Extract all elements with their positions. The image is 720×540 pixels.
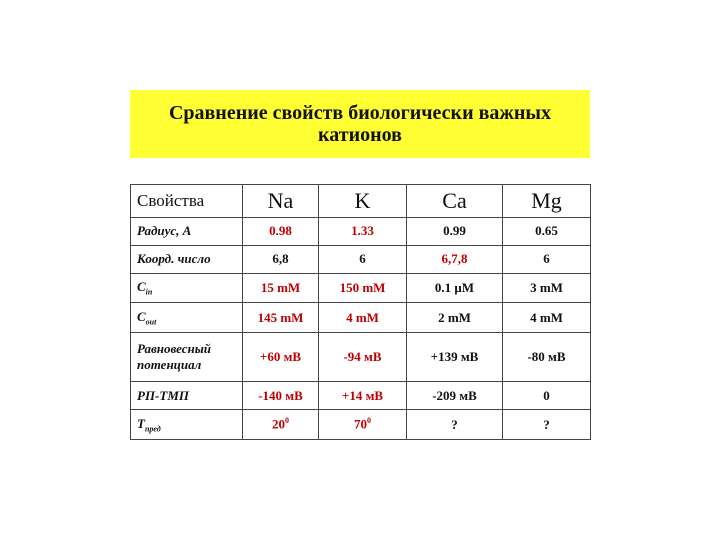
property-name-subscript: in xyxy=(145,287,153,297)
cell-value: 70 xyxy=(354,416,367,432)
table-cell xyxy=(407,333,503,382)
table-body xyxy=(131,218,591,440)
title-banner xyxy=(130,90,590,158)
cell-value: 145 mM xyxy=(257,309,304,325)
cell-value: 20 xyxy=(272,416,285,432)
table-row xyxy=(131,410,591,440)
cell-value: 6 xyxy=(359,251,366,267)
header-property: Свойства xyxy=(131,185,243,218)
header-ion-mg: Mg xyxy=(503,185,591,218)
cell-value: 15 mM xyxy=(260,280,301,295)
cell-value: -140 мВ xyxy=(258,387,303,403)
header-ion-na: Na xyxy=(243,185,319,218)
cell-superscript: 0 xyxy=(367,416,371,426)
table-row xyxy=(131,303,591,333)
table-cell xyxy=(503,410,591,440)
cell-value: 6 xyxy=(543,251,550,267)
table-cell xyxy=(243,382,319,410)
table-cell xyxy=(243,303,319,333)
cell-value: 0.1 μM xyxy=(434,280,475,295)
cell-value: 0.98 xyxy=(269,223,292,239)
table-row xyxy=(131,273,591,303)
property-name-text: C xyxy=(137,309,146,325)
table-cell xyxy=(503,245,591,273)
table-cell xyxy=(407,410,503,440)
table-header-row xyxy=(131,185,591,218)
table-row xyxy=(131,382,591,410)
row-property-name xyxy=(131,303,243,333)
table-cell xyxy=(503,333,591,382)
row-property-name xyxy=(131,273,243,303)
table-cell xyxy=(243,218,319,246)
table-cell xyxy=(243,245,319,273)
cell-value: 0.99 xyxy=(443,223,466,239)
table-cell xyxy=(243,333,319,382)
cell-value: 4 mM xyxy=(346,309,379,325)
property-name-text: C xyxy=(137,279,146,295)
cell-value: 6,8 xyxy=(272,251,289,267)
table-cell xyxy=(319,218,407,246)
table-cell xyxy=(503,382,591,410)
cell-value: -94 мВ xyxy=(343,349,382,365)
property-name-text: Коорд. число xyxy=(137,251,211,267)
cell-value: 3 mM xyxy=(530,280,563,295)
cell-value: ? xyxy=(543,416,550,432)
property-name-text: Радиус, A xyxy=(137,223,192,239)
cell-value: 6,7,8 xyxy=(441,251,468,267)
table-cell xyxy=(407,245,503,273)
cell-value: -209 мВ xyxy=(432,387,477,403)
row-property-name xyxy=(131,245,243,273)
property-name-text: Равновесный потенциал xyxy=(137,341,211,373)
cell-value: 0 xyxy=(543,387,550,403)
table-cell xyxy=(319,303,407,333)
cell-value: +14 мВ xyxy=(341,387,384,403)
table-cell xyxy=(319,382,407,410)
header-ion-ca: Ca xyxy=(407,185,503,218)
property-name-subscript: пред xyxy=(144,424,161,434)
table-cell xyxy=(407,303,503,333)
table-cell xyxy=(407,218,503,246)
row-property-name xyxy=(131,410,243,440)
title-line-2: катионов xyxy=(318,124,402,146)
row-property-name xyxy=(131,382,243,410)
property-name-subscript: out xyxy=(145,317,157,327)
table-cell xyxy=(503,273,591,303)
table-cell xyxy=(407,382,503,410)
cation-properties-table xyxy=(130,184,591,440)
table-cell xyxy=(319,410,407,440)
table-row xyxy=(131,245,591,273)
cell-value: ? xyxy=(451,416,458,432)
title-line-1: Сравнение свойств биологически важных xyxy=(168,102,552,124)
cell-superscript: 0 xyxy=(285,416,289,426)
cell-value: +60 мВ xyxy=(259,349,302,365)
property-name-text: T xyxy=(137,415,145,431)
cell-value: +139 мВ xyxy=(430,349,479,365)
table-row xyxy=(131,218,591,246)
row-property-name xyxy=(131,218,243,246)
table-cell xyxy=(503,303,591,333)
property-name-text: РП-ТМП xyxy=(137,387,189,403)
table-cell xyxy=(407,273,503,303)
cell-value: 4 mM xyxy=(530,309,563,325)
table-cell xyxy=(243,273,319,303)
cell-value: 0.65 xyxy=(535,223,558,239)
table-cell xyxy=(319,333,407,382)
table-cell xyxy=(243,410,319,440)
table-cell xyxy=(503,218,591,246)
cell-value: 1.33 xyxy=(351,223,374,239)
row-property-name xyxy=(131,333,243,382)
cell-value: -80 мВ xyxy=(527,349,566,365)
table-cell xyxy=(319,245,407,273)
cell-value: 150 mM xyxy=(339,280,386,295)
header-ion-k: K xyxy=(319,185,407,218)
table-row xyxy=(131,333,591,382)
table-cell xyxy=(319,273,407,303)
cell-value: 2 mM xyxy=(438,309,471,325)
